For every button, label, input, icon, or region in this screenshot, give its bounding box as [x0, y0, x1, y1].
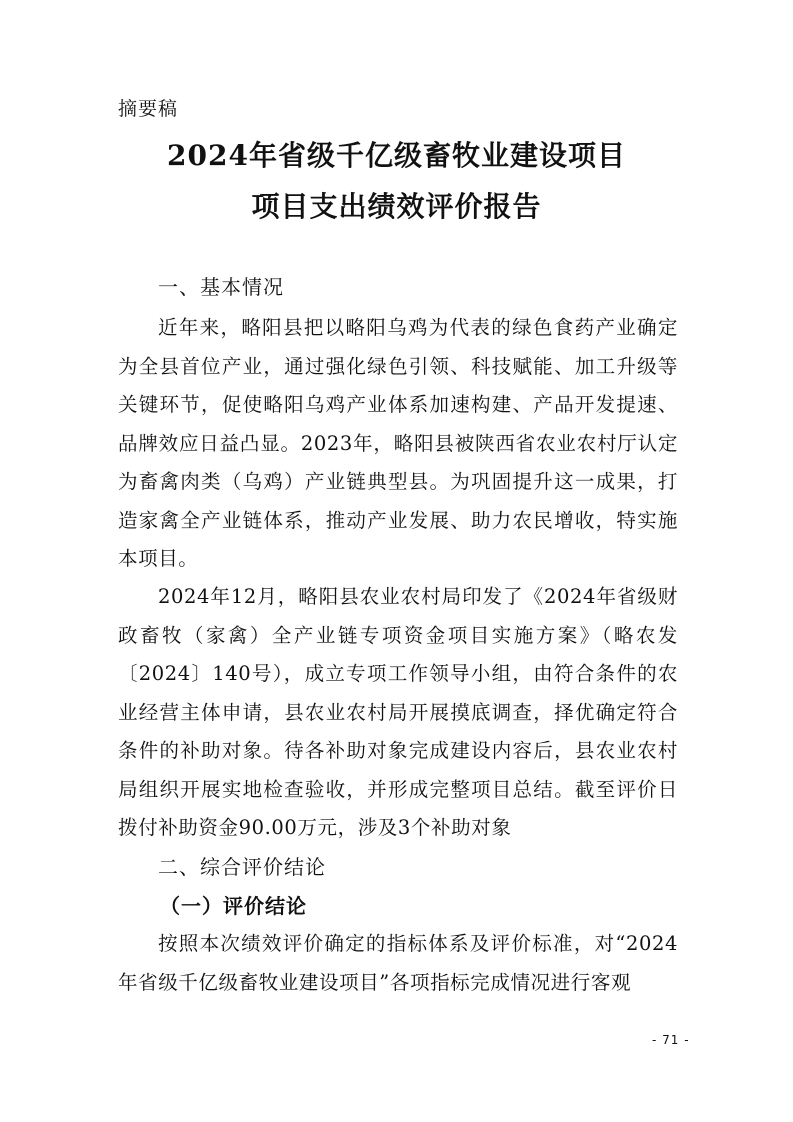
page-number: - 71 - [652, 1033, 690, 1047]
subsection-heading-evaluation-conclusion: （一）评价结论 [160, 894, 307, 918]
section-heading-conclusion: 二、综合评价结论 [158, 855, 326, 879]
document-label: 摘要稿 [118, 98, 179, 120]
basic-info-paragraph-2: 2024年12月，略阳县农业农村局印发了《2024年省级财政畜牧（家禽）全产业链专项资金项目实施方案》（略农发〔2024〕140号），成立专项工作领导小组，由符合条件的农业经营主体申请，县农业农村局开展摸底调查，择优确定符合条件的补助对象。待各补助对象完成建设内容后，县农业农村局组织开展实地检查验收，并形成完整项目总结。截至评价日拨付补助资金90.00万元，涉及3个补助对象 [118, 585, 678, 839]
basic-info-paragraph-1: 近年来，略阳县把以略阳乌鸡为代表的绿色食药产业确定为全县首位产业，通过强化绿色引领、科技赋能、加工升级等关键环节，促使略阳乌鸡产业体系加速构建、产品开发提速、品牌效应日益凸显。2023年，略阳县被陕西省农业农村厅认定为畜禽肉类（乌鸡）产业链典型县。为巩固提升这一成果，打造家禽全产业链体系，推动产业发展、助力农民增收，特实施本项目。 [118, 316, 678, 570]
document-title-line-2: 项目支出绩效评价报告 [251, 190, 542, 223]
document-title-line-1: 2024年省级千亿级畜牧业建设项目 [167, 139, 626, 172]
conclusion-paragraph-1: 按照本次绩效评价确定的指标体系及评价标准，对“2024年省级千亿级畜牧业建设项目”各项指标完成情况进行客观 [118, 932, 678, 994]
section-heading-basic-info: 一、基本情况 [158, 275, 284, 299]
